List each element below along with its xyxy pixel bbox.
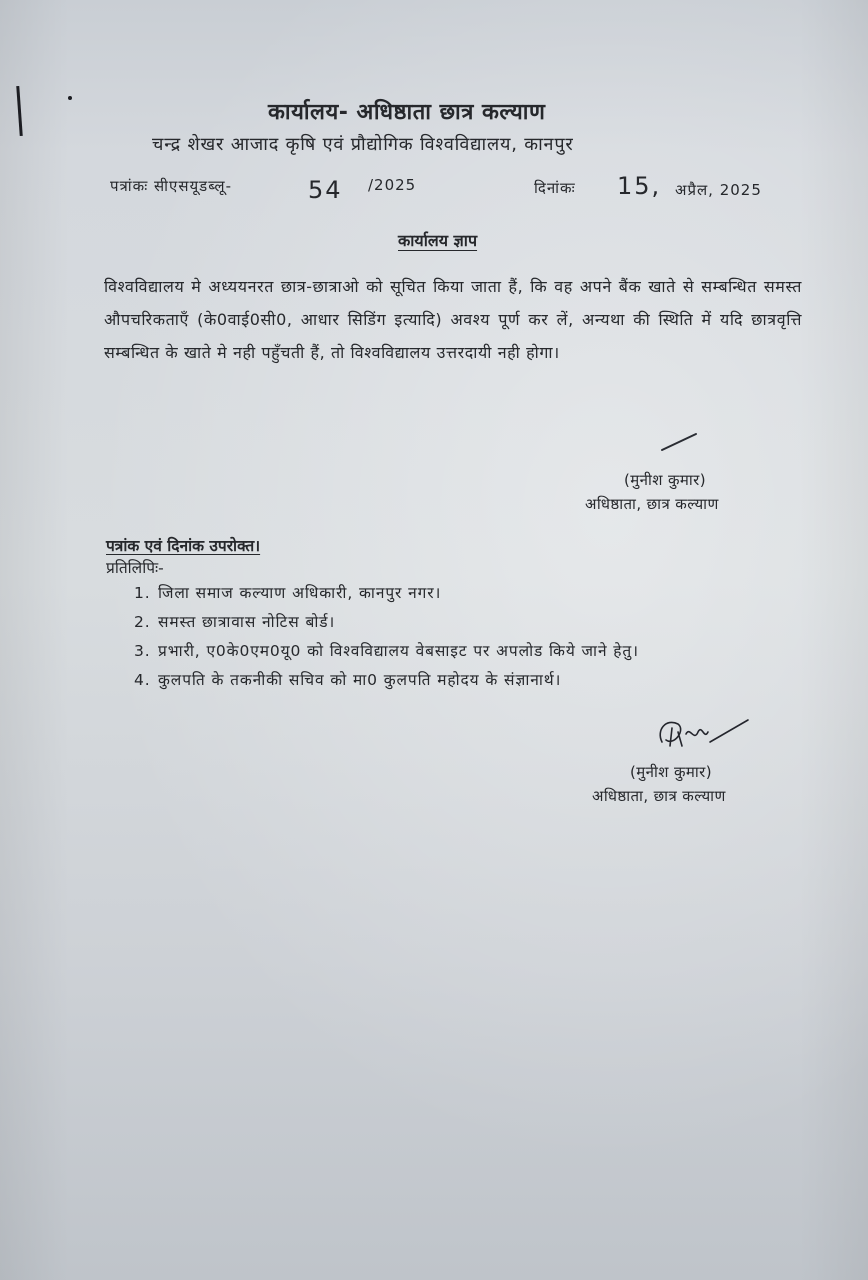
office-title: कार्यालय- अधिष्ठाता छात्र कल्याण bbox=[268, 100, 546, 125]
letter-number-label: पत्रांकः सीएसयूडब्लू- bbox=[110, 177, 232, 195]
date-month-year: अप्रैल, 2025 bbox=[675, 181, 762, 199]
reference-line: पत्रांक एवं दिनांक उपरोक्त। bbox=[106, 537, 261, 555]
memo-body: विश्वविद्यालय मे अध्ययनरत छात्र-छात्राओ को सूचित किया जाता हैं, कि वह अपने बैंक खाते से सम्बन्धित समस्त औपचरिकताएँ (के0वाई0सी0, आधार सिडिंग इत्यादि) अवश्य पूर्ण कर लें, अन्यथा की स्थिति में यदि छात्रवृत्ति सम्बन्धित के खाते मे नही पहुँचती हैं, तो विश्वविद्यालय उत्तरदायी नही होगा। bbox=[104, 277, 802, 362]
copy-to-list bbox=[134, 580, 804, 696]
list-item: 1. जिला समाज कल्याण अधिकारी, कानपुर नगर। bbox=[134, 584, 442, 602]
list-item: 3. प्रभारी, ए0के0एम0यू0 को विश्वविद्यालय वेबसाइट पर अपलोड किये जाने हेतु। bbox=[134, 642, 639, 660]
university-name: चन्द्र शेखर आजाद कृषि एवं प्रौद्योगिक विश्वविद्यालय, कानपुर bbox=[152, 134, 574, 155]
date-day-handwritten: 15, bbox=[617, 172, 662, 200]
letter-number-handwritten: 54 bbox=[308, 176, 343, 204]
margin-dot-mark bbox=[68, 96, 72, 100]
signatory-name-1: (मुनीश कुमार) bbox=[624, 471, 706, 489]
signature-stroke-1 bbox=[660, 430, 700, 454]
memo-subject: कार्यालय ज्ञाप bbox=[398, 231, 478, 250]
margin-pen-mark bbox=[16, 86, 22, 136]
list-item: 4. कुलपति के तकनीकी सचिव को मा0 कुलपति महोदय के संज्ञानार्थ। bbox=[134, 671, 562, 689]
copy-to-title: प्रतिलिपिः- bbox=[106, 559, 164, 577]
letter-number-year: /2025 bbox=[368, 176, 417, 194]
list-item: 2. समस्त छात्रावास नोटिस बोर्ड। bbox=[134, 613, 336, 631]
signatory-designation-1: अधिष्ठाता, छात्र कल्याण bbox=[585, 495, 719, 513]
handwritten-signature-2 bbox=[652, 712, 752, 760]
date-label: दिनांकः bbox=[534, 179, 576, 197]
signatory-designation-2: अधिष्ठाता, छात्र कल्याण bbox=[592, 787, 726, 805]
signatory-name-2: (मुनीश कुमार) bbox=[630, 763, 712, 781]
